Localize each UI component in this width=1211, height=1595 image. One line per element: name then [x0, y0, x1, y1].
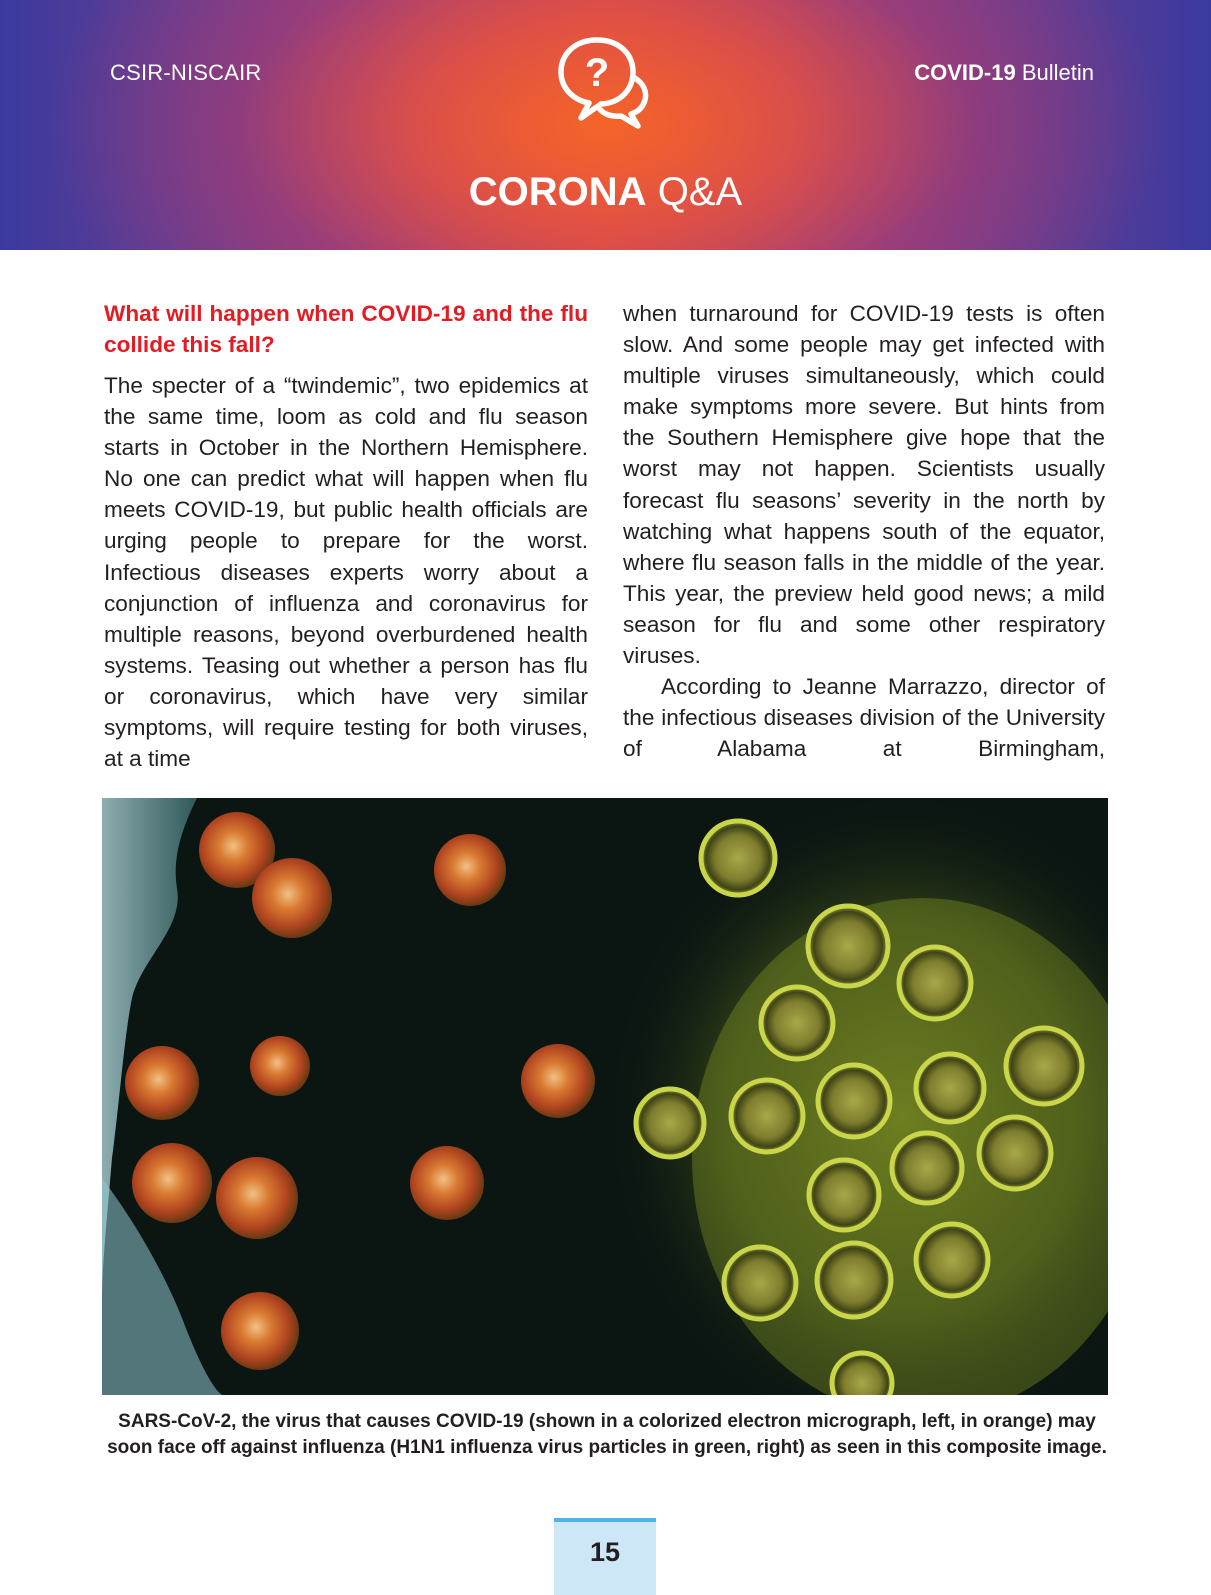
right-column	[623, 298, 1105, 764]
left-column	[104, 298, 588, 774]
virus-micrograph-image	[102, 798, 1108, 1395]
section-title-bold: CORONA	[468, 170, 647, 214]
svg-text:?: ?	[584, 51, 610, 95]
paragraph: The specter of a “twindemic”, two epidemics at the same time, loom as cold and flu season starts in October in the Northern Hemisphere. No one can predict what will happen when flu meets COVID-19, but public health officials are urging people to prepare for the worst. Infectious diseases experts worry about a conjunction of influenza and coronavirus for multiple reasons, beyond overburdened health systems. Teasing out whether a person has flu or coronavirus, which have very similar symptoms, will require testing for both viruses, at a time	[104, 373, 588, 772]
question-chat-bubbles-icon	[555, 34, 653, 130]
bulletin-rest: Bulletin	[1021, 60, 1094, 85]
page-header	[0, 0, 1211, 250]
section-title-rest: Q&A	[657, 170, 743, 214]
page-number: 15	[554, 1518, 656, 1595]
organization-name: CSIR-NISCAIR	[110, 60, 262, 85]
section-title	[0, 170, 1211, 215]
paragraph: According to Jeanne Marrazzo, director of the infectious diseases division of the University of Alabama at Birmingham,	[623, 674, 1105, 762]
bulletin-name	[914, 60, 1094, 86]
figure-caption: SARS-CoV-2, the virus that causes COVID-19 (shown in a colorized electron micrograph, left, in orange) may soon face off against influenza (H1N1 influenza virus particles in green, right) as seen in this composite image.	[107, 1411, 1107, 1458]
micrograph-illustration	[102, 798, 1108, 1395]
bulletin-bold: COVID-19	[914, 60, 1016, 85]
paragraph: when turnaround for COVID-19 tests is often slow. And some people may get infected with multiple viruses simultaneously, which could make symptoms more severe. But hints from the Southern Hemisphere give hope that the worst may not happen. Scientists usually forecast flu seasons’ severity in the north by watching what happens south of the equator, where flu season falls in the middle of the year. This year, the preview held good news; a mild season for flu and some other respiratory viruses.	[623, 301, 1105, 669]
question-heading: What will happen when COVID-19 and the flu collide this fall?	[104, 301, 588, 357]
